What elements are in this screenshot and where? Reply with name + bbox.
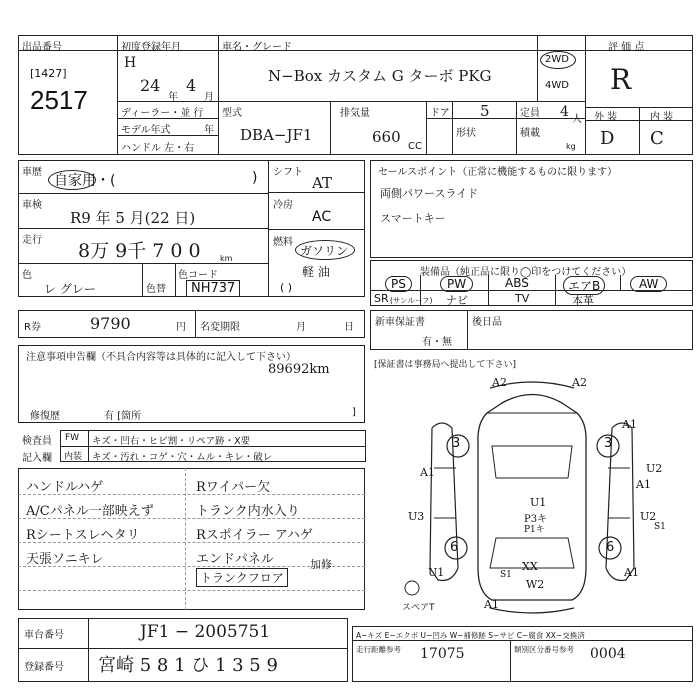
- warranty-value: 有・無: [422, 337, 452, 348]
- shift-label: シフト: [273, 167, 303, 178]
- sales-point-2: スマートキー: [380, 212, 446, 225]
- name-change-label: 名変期限: [200, 322, 240, 333]
- equip-pw: PW: [440, 276, 473, 292]
- capacity-label: 定員: [520, 108, 540, 119]
- year-unit: 年: [168, 92, 178, 103]
- fuel-light-oil: 軽 油: [302, 265, 330, 279]
- drive-2wd: 2WD: [545, 54, 569, 65]
- supplement-label: 後日品: [472, 317, 502, 328]
- model-name: N−Box カスタム G ターボ PKG: [268, 67, 492, 85]
- remark-right-5: トランクフロア: [196, 568, 288, 587]
- model-name-label: 車名・グレード: [222, 42, 292, 53]
- listing-number: 2517: [30, 85, 88, 115]
- remark-left-2: A/Cパネル一部映えず: [26, 504, 154, 519]
- registration-value: 宮崎 5 8 1 ひ 1 3 5 9: [98, 655, 278, 676]
- mark-3-right: 3: [604, 436, 613, 451]
- equip-tv: TV: [515, 292, 530, 305]
- ac-value: AC: [312, 209, 332, 225]
- chassis-value: JF1 − 2005751: [140, 622, 271, 642]
- remark-right-1: Rワイパー欠: [196, 480, 271, 495]
- color-code: NH737: [186, 280, 240, 297]
- shift-value: AT: [312, 174, 333, 192]
- notes-label: 注意事項申告欄（不具合内容等は具体的に記入して下さい）: [26, 352, 296, 363]
- history-close: ): [252, 170, 258, 186]
- chassis-label: 車台番号: [24, 630, 64, 641]
- model-year-label: モデル年式: [121, 125, 171, 136]
- sales-points-label: セールスポイント（正常に機能するものに限ります）: [378, 167, 618, 178]
- recycle-box: [18, 310, 365, 338]
- history-value: 自家用・(: [54, 173, 116, 189]
- rating: R: [610, 63, 632, 96]
- class-ref: 0004: [590, 646, 626, 662]
- listing-small: [1427]: [30, 67, 67, 80]
- sales-point-1: 両側パワースライド: [380, 187, 479, 200]
- exterior-label: 外 装: [594, 112, 618, 123]
- mileage-value: 8万 9千 7 0 0: [78, 240, 201, 262]
- warranty-label: 新車保証書: [375, 317, 425, 328]
- mark-p3: P3キ: [524, 514, 548, 525]
- mark-s1-rear: S1: [500, 570, 512, 580]
- mark-u2-right-mid: U2: [640, 510, 657, 523]
- mileage-unit: km: [220, 254, 233, 263]
- inspector-row1-values: キズ・凹右・ヒビ割・リペア跡・X要: [92, 436, 251, 447]
- mark-a2-left: A2: [492, 376, 507, 389]
- doors: 5: [480, 102, 490, 120]
- mark-s1-right: S1: [654, 522, 666, 532]
- displacement: 660: [372, 128, 401, 146]
- name-change-month: 月: [296, 322, 306, 333]
- interior-label: 内 装: [650, 112, 674, 123]
- equipment-label: 装備品（純正品に限り◯印をつけてください）: [420, 267, 632, 278]
- capacity-unit: 人: [572, 114, 582, 125]
- mileage-label: 走行: [22, 235, 42, 246]
- equip-ps: PS: [385, 276, 412, 292]
- name-change-day: 日: [344, 322, 354, 333]
- equip-leather: 本革: [572, 294, 594, 307]
- notes-mileage: 89692km: [268, 362, 330, 377]
- recycle-value: 9790: [90, 314, 131, 333]
- remark-right-3: Rスポイラー アハゲ: [196, 528, 313, 543]
- model-year-unit: 年: [204, 125, 214, 136]
- mark-6-left: 6: [450, 540, 459, 555]
- mark-u3-left: U3: [408, 510, 425, 523]
- era: H: [124, 55, 137, 71]
- doors-label: ドア: [430, 108, 450, 119]
- color-code-label: 色コード: [178, 270, 218, 281]
- history-label: 車歴: [22, 167, 42, 178]
- mark-u1-left: U1: [428, 566, 445, 579]
- mark-a1-left: A1: [420, 466, 435, 479]
- inspector-row1-key: FW: [65, 433, 80, 443]
- ac-label: 冷房: [273, 200, 293, 211]
- remark-left-1: ハンドルハゲ: [26, 480, 104, 495]
- mark-a1-front-right: A1: [622, 418, 637, 431]
- mileage-ref-label: 走行距離参考: [356, 645, 401, 654]
- remark-right-2: トランク内水入り: [196, 504, 300, 519]
- recycle-unit: 円: [176, 322, 186, 333]
- mark-a1-right: A1: [636, 478, 651, 491]
- drive-4wd: 4WD: [545, 80, 569, 91]
- fuel-label: 燃料: [273, 237, 293, 248]
- month-unit: 月: [204, 92, 214, 103]
- mark-3-left: 3: [452, 436, 461, 451]
- year: 24: [140, 76, 161, 95]
- displacement-unit: CC: [408, 141, 422, 152]
- inspector-row2-values: キズ・汚れ・コゲ・穴・ムル・キレ・破レ: [92, 452, 273, 463]
- equip-abs: ABS: [505, 276, 529, 290]
- load-unit: kg: [566, 142, 576, 151]
- mark-u1-roof: U1: [530, 496, 547, 509]
- repair-label: 修復歴: [30, 411, 60, 422]
- equip-aw: AW: [630, 276, 667, 292]
- displacement-label: 排気量: [340, 108, 370, 119]
- shape-label: 形状: [456, 128, 476, 139]
- load-label: 積載: [520, 128, 540, 139]
- recorder-label: 記入欄: [22, 453, 52, 464]
- repair-value: 有 [箇所: [104, 411, 142, 422]
- spare-tire-label: スペアT: [402, 603, 435, 613]
- recycle-label: R券: [24, 322, 41, 333]
- mark-xx: XX: [522, 560, 538, 573]
- inspection-value: R9 年 5 月(22 日): [70, 209, 196, 227]
- color-change-label: 色替: [146, 284, 166, 295]
- legend: A−キズ E−エクボ U−凹み W−補修跡 S−サビ C−腐食 XX−交換済: [356, 631, 585, 640]
- equip-sr-sub: (サンルーフ): [390, 296, 433, 305]
- mark-6-right: 6: [606, 540, 615, 555]
- rating-label: 評 価 点: [608, 42, 645, 53]
- type-value: DBA−JF1: [240, 126, 313, 144]
- remark-right-4: エンドパネル: [196, 552, 274, 567]
- listing-number-label: 出品番号: [22, 42, 62, 53]
- warranty-note: [保証書は事務局へ提出して下さい]: [374, 360, 517, 370]
- dealer-label: ディーラー・並 行: [121, 108, 204, 119]
- fuel-paren: ( ): [280, 281, 293, 294]
- exterior-grade: D: [600, 128, 615, 149]
- inspector-label: 検査員: [22, 436, 52, 447]
- month: 4: [186, 76, 197, 95]
- mileage-ref: 17075: [420, 646, 465, 662]
- registration-label: 登録番号: [24, 662, 64, 673]
- color-value: レ グレー: [44, 282, 96, 296]
- remark-left-4: 天張ソニキレ: [26, 552, 104, 567]
- interior-grade: C: [650, 128, 664, 149]
- mark-a1-rear: A1: [484, 598, 499, 611]
- capacity: 4: [560, 104, 569, 120]
- repair-close: ]: [352, 407, 356, 418]
- mark-p1: P1キ: [524, 525, 545, 535]
- inspector-row2-key: 内装: [64, 452, 83, 462]
- handle-label: ハンドル 左・右: [121, 143, 195, 154]
- mark-a2-right: A2: [572, 376, 587, 389]
- fuel-value: ガソリン: [300, 244, 349, 258]
- remark-left-3: Rシートスレヘタリ: [26, 528, 140, 543]
- header-table: [18, 35, 693, 155]
- mark-a1-rear-right: A1: [624, 566, 639, 579]
- equip-airbag: エアB: [563, 276, 605, 295]
- equip-sr: SR: [374, 292, 389, 305]
- equip-navi: ナビ: [446, 294, 468, 307]
- mark-u2-right: U2: [646, 462, 663, 475]
- first-registration-label: 初度登録年月: [121, 42, 181, 53]
- color-label: 色: [22, 270, 32, 281]
- inspection-label: 車検: [22, 200, 42, 211]
- class-ref-label: 類別区分番号参考: [514, 645, 574, 654]
- type-label: 型式: [222, 108, 242, 119]
- remark-right-6: 加修: [310, 558, 332, 571]
- mark-w2: W2: [526, 578, 545, 591]
